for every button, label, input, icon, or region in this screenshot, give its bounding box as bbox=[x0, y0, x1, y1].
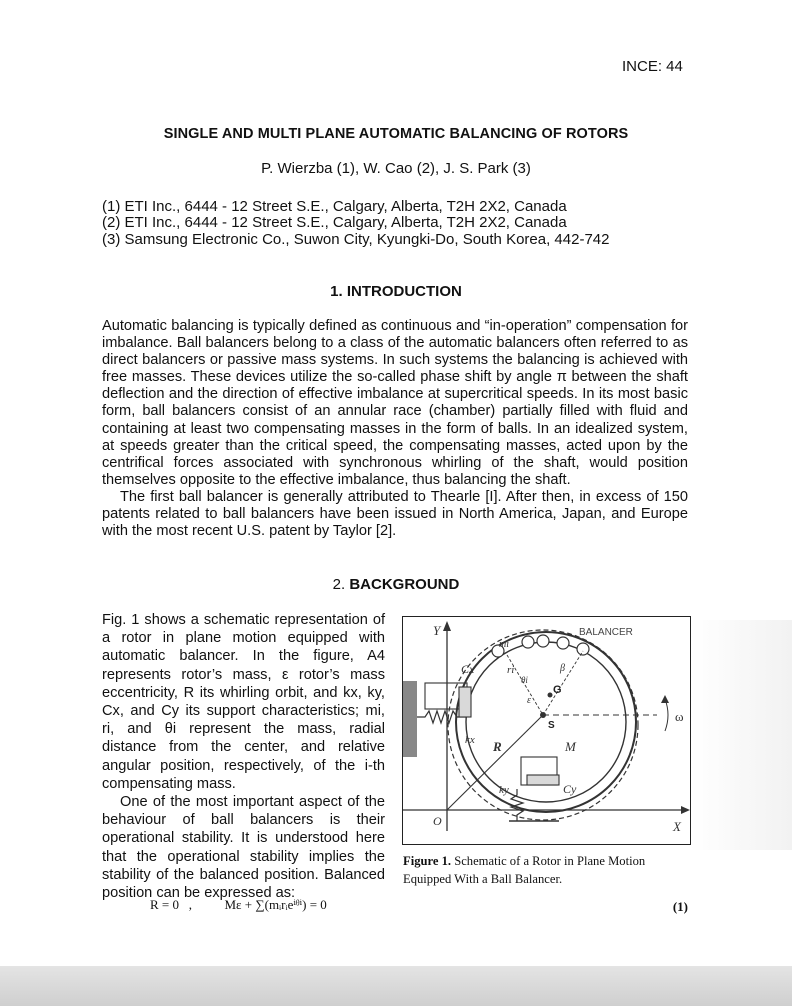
ri-line bbox=[507, 655, 543, 715]
background-paragraph-1: Fig. 1 shows a schematic representation of a rotor in plane motion equipped with automatic balancer. In the figure, A4 represents rotor’s mass, ε rotor’s mass eccentricity, R its whirling orbit, and kx, ky, Cx, and Cy its support characteristics; mi, ri, and θi represent the mass, radial distance from the center, and relative angular position, respectively, of the i-th compensating mass. bbox=[102, 612, 385, 792]
x-axis-arrow-icon bbox=[681, 806, 690, 814]
page-code: INCE: 44 bbox=[622, 58, 683, 75]
section-heading-background bbox=[0, 576, 792, 593]
y-axis-label: Y bbox=[433, 623, 441, 638]
scan-shadow bbox=[690, 620, 792, 850]
section-heading-introduction bbox=[0, 283, 792, 300]
kx-label: kx bbox=[465, 734, 475, 746]
y-axis-arrow-icon bbox=[443, 621, 451, 631]
origin-label: O bbox=[433, 814, 442, 828]
background-body bbox=[102, 611, 385, 902]
cx-label: Cx bbox=[461, 662, 475, 676]
introduction-body bbox=[102, 318, 688, 540]
section-heading-background-text: BACKGROUND bbox=[349, 576, 460, 593]
paper-title: SINGLE AND MULTI PLANE AUTOMATIC BALANCING OF ROTORS bbox=[163, 126, 629, 142]
equation-body: R = 0 , Mε + ∑(mᵢrᵢeⁱᶿⁱ) = 0 bbox=[150, 897, 327, 912]
figure-caption-text: Schematic of a Rotor in Plane Motion Equipped With a Ball Balancer. bbox=[403, 854, 646, 886]
equation-1 bbox=[150, 897, 690, 919]
compensating-ball-5 bbox=[577, 643, 589, 655]
figure-1-caption bbox=[403, 852, 693, 888]
ky-label: ky bbox=[499, 784, 509, 796]
omega-arrowhead-icon bbox=[661, 695, 669, 703]
affiliation-2: (2) ETI Inc., 6444 - 12 Street S.E., Calgary, Alberta, T2H 2X2, Canada bbox=[102, 214, 567, 231]
compensating-ball-2 bbox=[522, 636, 534, 648]
mi-label: mi bbox=[499, 639, 509, 650]
beta-label: β bbox=[560, 663, 565, 674]
affiliation-1: (1) ETI Inc., 6444 - 12 Street S.E., Calgary, Alberta, T2H 2X2, Canada bbox=[102, 198, 567, 215]
background-paragraph-2: One of the most important aspect of the behaviour of ball balancers is their operational stability. It is understood here that the operational stability implies the stability of the balanced position. Balanced position can be expressed as: bbox=[102, 794, 385, 902]
compensating-ball-3 bbox=[537, 635, 549, 647]
r-label: R bbox=[493, 739, 502, 754]
omega-arrow bbox=[665, 699, 668, 731]
introduction-paragraph-1: Automatic balancing is typically defined as continuous and “in-operation” compensation for imbalance. Ball balancers belong to a class of the automatic balancers often referred to as direct balancers or passive mass systems. In such systems the balancing is achieved with free masses. These devices utilize the so-called phase shift by angle π between the shaft deflection and the direction of effective imbalance at supercritical speeds. In its most basic form, ball balancers consist of an annular race (chamber) partially filled with fluid and containing at least two compensating masses in the form of balls. In an idealized system, at speeds greater than the critical speed, the compensating masses, acted upon by the centrifical forces associated with synchronous whirling of the shaft, would position themselves opposite to the effective imbalance, thus balancing the shaft. bbox=[102, 318, 688, 488]
equation-number: (1) bbox=[672, 899, 688, 914]
g-label: G bbox=[553, 684, 562, 696]
cy-damper-piston bbox=[527, 775, 559, 785]
x-axis-label: X bbox=[673, 819, 681, 834]
s-label: S bbox=[548, 720, 555, 731]
shaft-center-point bbox=[540, 712, 546, 718]
omega-label: ω bbox=[675, 709, 684, 724]
m-label: M bbox=[565, 739, 576, 754]
scan-bottom-band bbox=[0, 966, 792, 1006]
figure-caption-prefix: Figure 1. bbox=[403, 854, 452, 868]
affiliation-3: (3) Samsung Electronic Co., Suwon City, Kyungki-Do, South Korea, 442-742 bbox=[102, 231, 610, 248]
figure-1-schematic bbox=[402, 616, 691, 845]
cx-damper-piston bbox=[459, 687, 471, 717]
left-wall-support bbox=[403, 681, 417, 757]
mass-center-point bbox=[548, 693, 553, 698]
ri-label: ri bbox=[507, 664, 515, 676]
balancer-label: BALANCER bbox=[579, 627, 633, 638]
theta-label: θi bbox=[521, 675, 528, 685]
compensating-ball-4 bbox=[557, 637, 569, 649]
section-heading-introduction-text: 1. INTRODUCTION bbox=[330, 283, 462, 300]
section-heading-background-num: 2. bbox=[332, 576, 346, 593]
beta-line bbox=[543, 651, 583, 715]
epsilon-label: ε bbox=[527, 695, 531, 706]
rotor-schematic-diagram bbox=[403, 617, 690, 844]
authors-line: P. Wierzba (1), W. Cao (2), J. S. Park (3) bbox=[261, 160, 531, 177]
introduction-paragraph-2: The first ball balancer is generally attributed to Thearle [I]. After then, in excess of 150 patents related to ball balancers have been issued in North America, Japan, and Europe with the most recent U.S. patent by Taylor [2]. bbox=[102, 488, 688, 540]
cy-label: Cy bbox=[563, 782, 577, 796]
